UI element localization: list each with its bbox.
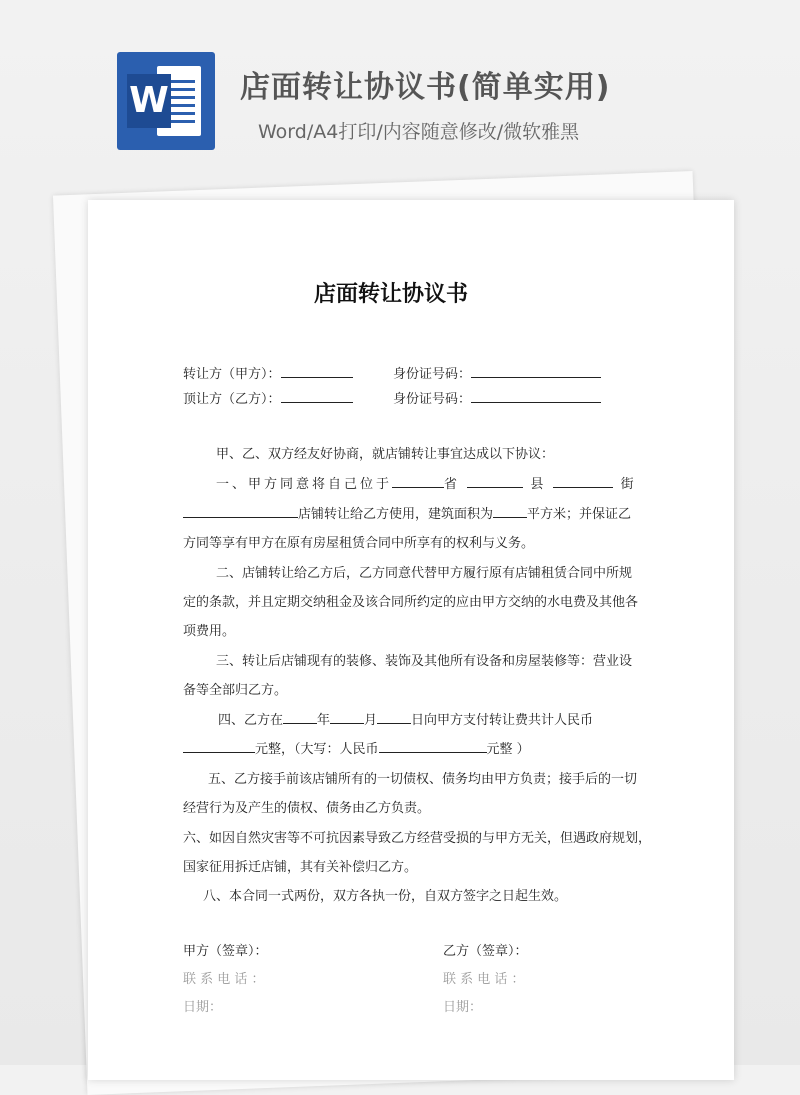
clause-5-line-2: 经营行为及产生的债权、债务由乙方负责。 <box>183 801 431 816</box>
amount-blank <box>183 740 255 753</box>
shop-address-blank <box>183 505 298 518</box>
county-label: 县 <box>530 477 547 492</box>
clause-1-text-c: 平方米；并保证乙 <box>527 507 632 522</box>
party-b-id-label: 身份证号码： <box>393 392 472 407</box>
clause-1-line-1 <box>216 473 637 492</box>
party-b-date: 日期： <box>443 1000 483 1015</box>
party-a-blank <box>281 365 353 378</box>
clause-3-line-1: 三、转让后店铺现有的装修、装饰及其他所有设备和房屋装修等：营业设 <box>216 654 633 669</box>
clause-4-text-a: 四、乙方在 <box>218 713 284 728</box>
province-label: 省 <box>444 477 461 492</box>
amount-words-blank <box>379 740 487 753</box>
word-icon <box>117 52 215 150</box>
year-label: 年 <box>317 713 331 728</box>
clause-1-line-2 <box>183 503 631 522</box>
clause-1-text-a: 一、甲方同意将自己位于 <box>216 477 393 492</box>
month-blank <box>330 711 364 724</box>
province-blank <box>392 475 444 488</box>
area-blank <box>493 505 527 518</box>
document-title: 店面转让协议书 <box>313 282 468 307</box>
party-b-label: 顶让方（乙方）： <box>183 392 281 407</box>
clause-8-line: 八、本合同一式两份，双方各执一份，自双方签字之日起生效。 <box>203 889 568 904</box>
header-subtitle: Word/A4打印/内容随意修改/微软雅黑 <box>258 121 580 143</box>
party-a-date: 日期： <box>183 1000 223 1015</box>
street-blank <box>553 475 613 488</box>
clause-1-text-b: 店铺转让给乙方使用，建筑面积为 <box>298 507 494 522</box>
day-blank <box>377 711 411 724</box>
street-label: 街 <box>620 477 637 492</box>
header <box>0 0 800 190</box>
clause-6-line-2: 国家征用拆迁店铺，其有关补偿归乙方。 <box>183 860 418 875</box>
clause-5-line-1: 五、乙方接手前该店铺所有的一切债权、债务均由甲方负责；接手后的一切 <box>208 772 638 787</box>
party-a-id-label: 身份证号码： <box>393 367 472 382</box>
clause-3-line-2: 备等全部归乙方。 <box>183 683 288 698</box>
clause-2-line-1: 二、店铺转让给乙方后，乙方同意代替甲方履行原有店铺租赁合同中所规 <box>216 566 633 581</box>
party-b-phone: 联 系 电 话 ： <box>443 972 525 987</box>
clause-4-line-2 <box>183 738 530 757</box>
party-a-signature: 甲方（签章）： <box>183 944 268 959</box>
clause-4-text-c: 元整，（大写：人民币 <box>255 742 379 757</box>
clause-4-line-1 <box>218 709 593 728</box>
clause-4-text-d: 元整 ） <box>486 742 530 757</box>
clause-2-line-2: 定的条款，并且定期交纳租金及该合同所约定的应由甲方交纳的水电费及其他各 <box>183 595 639 610</box>
word-letter: W <box>127 74 171 128</box>
party-b-signature: 乙方（签章）： <box>443 944 528 959</box>
party-a-row <box>183 363 353 382</box>
clause-1-line-3: 方同等享有甲方在原有房屋租赁合同中所享有的权利与义务。 <box>183 536 535 551</box>
party-a-id-row <box>393 363 601 382</box>
party-b-id-blank <box>471 390 601 403</box>
document-page <box>88 200 734 1080</box>
clause-2-line-3: 项费用。 <box>183 624 236 639</box>
year-blank <box>283 711 317 724</box>
party-a-phone: 联 系 电 话 ： <box>183 972 265 987</box>
party-b-id-row <box>393 388 601 407</box>
party-a-id-blank <box>471 365 601 378</box>
party-b-row <box>183 388 353 407</box>
party-a-label: 转让方（甲方）： <box>183 367 281 382</box>
month-label: 月 <box>364 713 378 728</box>
party-b-blank <box>281 390 353 403</box>
header-title: 店面转让协议书(简单实用) <box>240 70 611 105</box>
clause-6-line-1: 六、如因自然灾害等不可抗因素导致乙方经营受损的与甲方无关，但遇政府规划， <box>183 831 652 846</box>
intro-text: 甲、乙、双方经友好协商，就店铺转让事宜达成以下协议： <box>216 447 555 462</box>
clause-4-text-b: 日向甲方支付转让费共计人民币 <box>411 713 594 728</box>
county-blank <box>467 475 523 488</box>
